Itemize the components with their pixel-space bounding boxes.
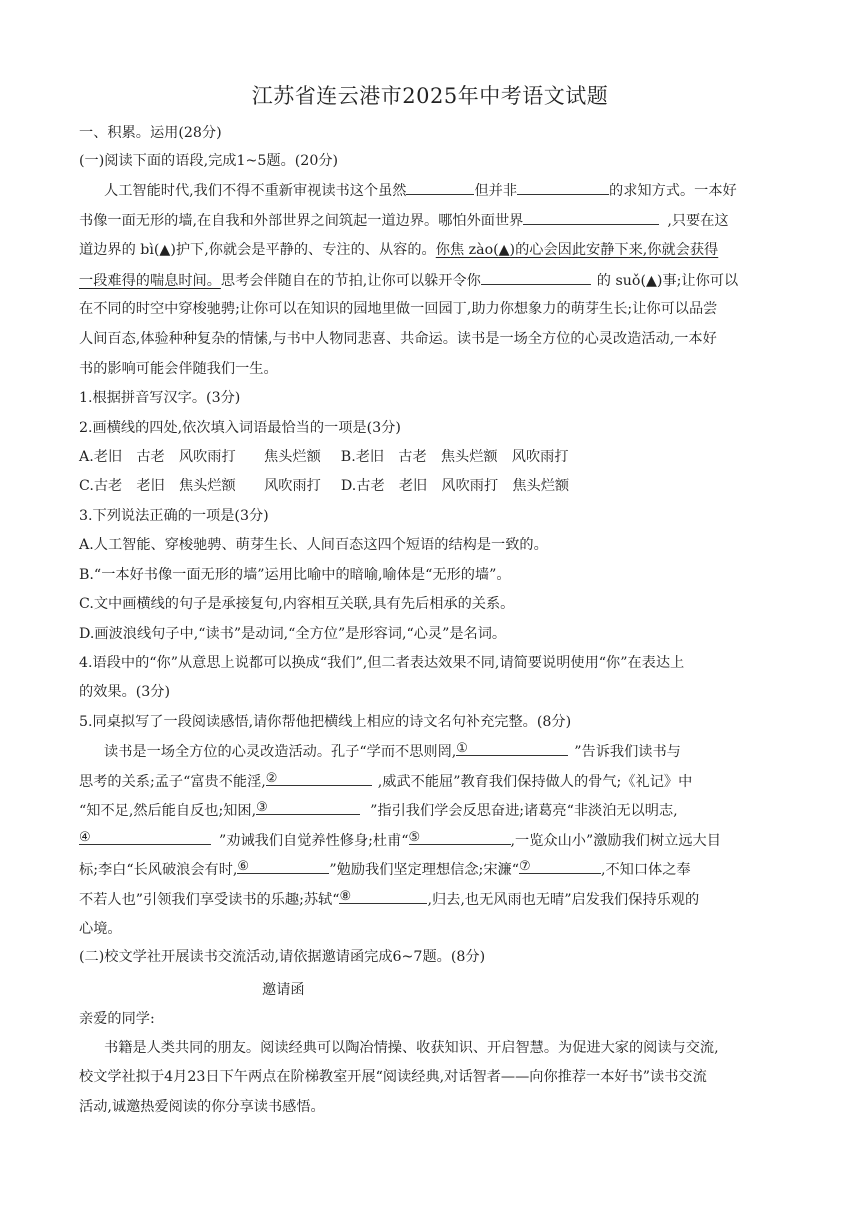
question-2: 2.画横线的四处,依次填入词语最恰当的一项是(3分) bbox=[79, 420, 401, 436]
poem-fill-line bbox=[79, 890, 784, 909]
passage-text: “知不足,然后能自反也;知困, bbox=[79, 803, 257, 819]
option-row bbox=[79, 448, 784, 466]
fill-blank-4[interactable] bbox=[79, 831, 211, 845]
passage-text: ,不知口体之奉 bbox=[600, 862, 691, 878]
invitation-line: 活动,诚邀热爱阅读的你分享读书感悟。 bbox=[79, 1099, 325, 1115]
option-d[interactable]: D.古老 老旧 风吹雨打 焦头烂额 bbox=[340, 478, 570, 494]
question-4: 4.语段中的“你”从意思上说都可以换成“我们”,但二者表达效果不同,请简要说明使用“你”在表达上 bbox=[79, 655, 685, 671]
fill-blank[interactable] bbox=[481, 271, 591, 285]
underlined-sentence: 一段难得的喘息时间。 bbox=[79, 273, 221, 289]
fill-blank-6[interactable] bbox=[237, 860, 329, 874]
passage-line: 人间百态,体验种种复杂的情愫,与书中人物同悲喜、共命运。读书是一场全方位的心灵改造活动,一本好 bbox=[79, 331, 717, 347]
option-b[interactable]: B.老旧 古老 焦头烂额 风吹雨打 bbox=[340, 449, 569, 465]
fill-blank[interactable] bbox=[406, 181, 474, 195]
fill-blank-8[interactable] bbox=[339, 890, 427, 904]
passage-line bbox=[79, 241, 784, 259]
option-d[interactable]: D.画波浪线句子中,“读书”是动词,“全方位”是形容词,“心灵”是名词。 bbox=[79, 626, 507, 642]
invitation-greeting: 亲爱的同学: bbox=[79, 1011, 155, 1027]
passage-text: ”指引我们学会反思奋进;诸葛亮“非淡泊无以明志, bbox=[370, 803, 678, 819]
passage-text: ,威武不能屈”教育我们保持做人的骨气;《礼记》中 bbox=[377, 774, 693, 790]
passage-text: 不若人也”引领我们享受读书的乐趣;苏轼“ bbox=[79, 892, 340, 908]
part-heading: (二)校文学社开展读书交流活动,请依据邀请函完成6~7题。(8分) bbox=[79, 949, 486, 965]
fill-blank-1[interactable] bbox=[456, 742, 568, 756]
poem-fill-line: 心境。 bbox=[79, 921, 122, 937]
fill-blank-7[interactable] bbox=[519, 860, 601, 874]
poem-fill-line bbox=[79, 801, 784, 820]
invitation-title: 邀请函 bbox=[262, 982, 305, 998]
fill-blank[interactable] bbox=[517, 181, 609, 195]
blank-number: ② bbox=[265, 771, 278, 786]
option-b[interactable]: B.“一本好书像一面无形的墙”运用比喻中的暗喻,喻体是“无形的墙”。 bbox=[79, 567, 511, 583]
passage-text: 的求知方式。一本好 bbox=[609, 183, 737, 199]
blank-number: ⑧ bbox=[339, 889, 352, 904]
passage-text: 思考会伴随自在的节拍,让你可以躲开令你 bbox=[220, 273, 481, 289]
fill-blank[interactable] bbox=[523, 211, 659, 225]
blank-number: ③ bbox=[256, 800, 268, 815]
passage-text: ”劝诫我们自觉养性修身;杜甫“ bbox=[219, 833, 409, 849]
passage-text: 读书是一场全方位的心灵改造活动。孔子“学而不思则罔, bbox=[104, 744, 457, 760]
question-1: 1.根据拼音写汉字。(3分) bbox=[79, 390, 241, 406]
section-heading: 一、积累。运用(28分) bbox=[79, 125, 222, 141]
passage-text: 的 suǒ(▲)事;让你可以 bbox=[596, 273, 739, 289]
blank-number: ① bbox=[456, 741, 468, 756]
passage-line bbox=[79, 271, 784, 290]
passage-text: ,一览众山小”激励我们树立远大目 bbox=[510, 833, 721, 849]
passage-text: 思考的关系;孟子“富贵不能淫, bbox=[79, 774, 266, 790]
question-3: 3.下列说法正确的一项是(3分) bbox=[79, 508, 269, 524]
option-c[interactable]: C.文中画横线的句子是承接复句,内容相互关联,具有先后相承的关系。 bbox=[79, 596, 515, 612]
option-c[interactable]: C.古老 老旧 焦头烂额 风吹雨打 bbox=[79, 478, 321, 494]
underlined-sentence: 你焦 zào(▲)的心会因此安静下来,你就会获得 bbox=[435, 242, 719, 258]
blank-number: ⑦ bbox=[518, 859, 531, 874]
passage-text: 但并非 bbox=[474, 183, 518, 199]
passage-text: ,只要在这 bbox=[667, 213, 729, 229]
passage-text: 书像一面无形的墙,在自我和外部世界之间筑起一道边界。哪怕外面世界 bbox=[79, 213, 524, 229]
part-heading: (一)阅读下面的语段,完成1~5题。(20分) bbox=[79, 153, 339, 169]
passage-text: ”勉励我们坚定理想信念;宋濂“ bbox=[329, 862, 519, 878]
blank-number: ⑤ bbox=[408, 830, 421, 845]
blank-number: ⑥ bbox=[237, 859, 250, 874]
passage-text: ”告诉我们读书与 bbox=[574, 744, 681, 760]
invitation-line: 校文学社拟于4月23日下午两点在阶梯教室开展“阅读经典,对话智者——向你推荐一本好书”读书交流 bbox=[79, 1069, 707, 1085]
fill-blank-3[interactable] bbox=[256, 801, 360, 815]
page-title: 江苏省连云港市2025年中考语文试题 bbox=[251, 84, 609, 108]
option-a[interactable]: A.老旧 古老 风吹雨打 焦头烂额 bbox=[79, 449, 321, 465]
passage-line bbox=[104, 181, 784, 200]
poem-fill-line bbox=[79, 772, 784, 791]
invitation-line: 书籍是人类共同的朋友。阅读经典可以陶冶情操、收获知识、开启智慧。为促进大家的阅读与交流, bbox=[104, 1040, 719, 1056]
passage-line: 在不同的时空中穿梭驰骋;让你可以在知识的园地里做一回园丁,助力你想象力的萌芽生长;让你可以品尝 bbox=[79, 301, 718, 317]
poem-fill-line bbox=[104, 742, 784, 761]
option-row bbox=[79, 477, 784, 495]
poem-fill-line bbox=[79, 831, 784, 850]
passage-text: ,归去,也无风雨也无晴”启发我们保持乐观的 bbox=[427, 892, 700, 908]
fill-blank-5[interactable] bbox=[409, 831, 511, 845]
question-4-cont: 的效果。(3分) bbox=[79, 684, 171, 700]
passage-text: 道边界的 bì(▲)护下,你就会是平静的、专注的、从容的。 bbox=[79, 242, 436, 258]
blank-number: ④ bbox=[79, 830, 91, 845]
passage-line: 书的影响可能会伴随我们一生。 bbox=[79, 361, 278, 377]
passage-line bbox=[79, 211, 784, 230]
fill-blank-2[interactable] bbox=[266, 772, 372, 786]
passage-text: 标;李白“长风破浪会有时, bbox=[79, 862, 238, 878]
question-5: 5.同桌拟写了一段阅读感悟,请你帮他把横线上相应的诗文名句补充完整。(8分) bbox=[79, 714, 572, 730]
poem-fill-line bbox=[79, 860, 784, 879]
passage-text: 人工智能时代,我们不得不重新审视读书这个虽然 bbox=[104, 183, 407, 199]
option-a[interactable]: A.人工智能、穿梭驰骋、萌芽生长、人间百态这四个短语的结构是一致的。 bbox=[79, 537, 548, 553]
